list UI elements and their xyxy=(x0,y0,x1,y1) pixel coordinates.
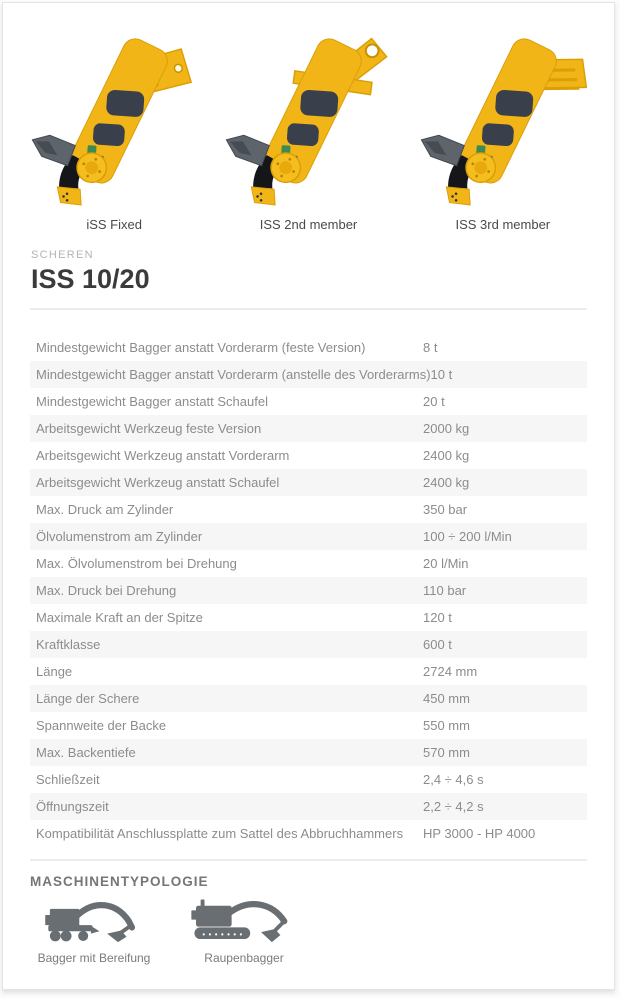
machine-label-wheeled: Bagger mit Bereifung xyxy=(37,951,151,965)
shear-2nd-member-icon xyxy=(215,24,401,216)
spec-label: Max. Druck am Zylinder xyxy=(36,502,174,517)
spec-label: Arbeitsgewicht Werkzeug anstatt Schaufel xyxy=(36,475,280,490)
spec-value: 600 t xyxy=(423,637,452,652)
spec-row xyxy=(30,523,587,550)
spec-value: 570 mm xyxy=(423,745,470,760)
spec-label: Schließzeit xyxy=(36,772,100,787)
spec-row xyxy=(30,739,587,766)
spec-row xyxy=(30,604,587,631)
spec-row xyxy=(30,361,587,388)
wheeled-excavator-icon xyxy=(32,898,156,946)
spec-label: Maximale Kraft an der Spitze xyxy=(36,610,203,625)
spec-row xyxy=(30,658,587,685)
spec-value: 2,2 ÷ 4,2 s xyxy=(423,799,484,814)
title-block xyxy=(3,233,614,295)
spec-value: 20 t xyxy=(423,394,445,409)
spec-row xyxy=(30,631,587,658)
spec-label: Max. Ölvolumenstrom bei Drehung xyxy=(36,556,237,571)
spec-label: Max. Backentiefe xyxy=(36,745,136,760)
spec-value: 350 bar xyxy=(423,502,468,517)
shear-3rd-member-icon xyxy=(410,24,596,216)
typology-section xyxy=(3,861,614,965)
spec-value: 2724 mm xyxy=(423,664,478,679)
product-label-2nd-member: ISS 2nd member xyxy=(259,217,358,232)
spec-value: 2,4 ÷ 4,6 s xyxy=(423,772,484,787)
product-iss-fixed xyxy=(17,9,211,233)
product-label-fixed: iSS Fixed xyxy=(86,217,142,232)
spec-row xyxy=(30,496,587,523)
spec-value: 10 t xyxy=(430,367,453,382)
title-divider xyxy=(30,308,587,310)
spec-value: 550 mm xyxy=(423,718,470,733)
spec-label: Länge der Schere xyxy=(36,691,140,706)
spec-row xyxy=(30,685,587,712)
spec-value: 2000 kg xyxy=(423,421,470,436)
spec-row xyxy=(30,793,587,820)
category-label: SCHEREN xyxy=(31,249,94,261)
product-iss-2nd-member xyxy=(211,9,405,233)
spec-value: 120 t xyxy=(423,610,452,625)
spec-label: Kraftklasse xyxy=(36,637,101,652)
spec-row xyxy=(30,577,587,604)
spec-value: 110 bar xyxy=(423,583,467,598)
machine-tracked-excavator xyxy=(174,898,314,965)
spec-row xyxy=(30,820,587,847)
spec-value: 2400 kg xyxy=(423,448,470,463)
spec-row xyxy=(30,550,587,577)
spec-label: Spannweite der Backe xyxy=(36,718,167,733)
spec-value: HP 3000 - HP 4000 xyxy=(423,826,536,841)
spec-label: Arbeitsgewicht Werkzeug feste Version xyxy=(36,421,262,436)
page-title: ISS 10/20 xyxy=(31,264,150,294)
spec-row xyxy=(30,388,587,415)
shear-fixed-icon xyxy=(21,24,207,216)
machine-wheeled-excavator xyxy=(30,898,158,965)
typology-heading: MASCHINENTYPOLOGIE xyxy=(30,874,209,889)
product-label-3rd-member: ISS 3rd member xyxy=(455,217,551,232)
spec-label: Arbeitsgewicht Werkzeug anstatt Vorderarm xyxy=(36,448,290,463)
spec-row xyxy=(30,712,587,739)
spec-value: 450 mm xyxy=(423,691,470,706)
spec-row xyxy=(30,334,587,361)
product-image-row xyxy=(3,3,614,233)
spec-label: Mindestgewicht Bagger anstatt Vorderarm (anstelle des Vorderarms) xyxy=(36,367,431,382)
spec-sheet-card xyxy=(2,2,615,990)
spec-label: Öffnungszeit xyxy=(36,799,109,814)
spec-row xyxy=(30,442,587,469)
spec-value: 100 ÷ 200 l/Min xyxy=(423,529,512,544)
spec-label: Ölvolumenstrom am Zylinder xyxy=(36,529,203,544)
spec-value: 8 t xyxy=(423,340,438,355)
spec-row xyxy=(30,766,587,793)
spec-label: Mindestgewicht Bagger anstatt Schaufel xyxy=(36,394,268,409)
tracked-excavator-icon xyxy=(177,898,311,946)
spec-label: Länge xyxy=(36,664,73,679)
spec-table xyxy=(30,334,587,847)
machine-list xyxy=(30,898,587,965)
spec-label: Mindestgewicht Bagger anstatt Vorderarm (feste Version) xyxy=(36,340,366,355)
spec-row xyxy=(30,415,587,442)
spec-row xyxy=(30,469,587,496)
spec-label: Kompatibilität Anschlussplatte zum Sattel des Abbruchhammers xyxy=(36,826,404,841)
spec-label: Max. Druck bei Drehung xyxy=(36,583,177,598)
product-iss-3rd-member xyxy=(406,9,600,233)
machine-label-tracked: Raupenbagger xyxy=(204,951,284,965)
spec-value: 2400 kg xyxy=(423,475,470,490)
spec-value: 20 l/Min xyxy=(423,556,469,571)
